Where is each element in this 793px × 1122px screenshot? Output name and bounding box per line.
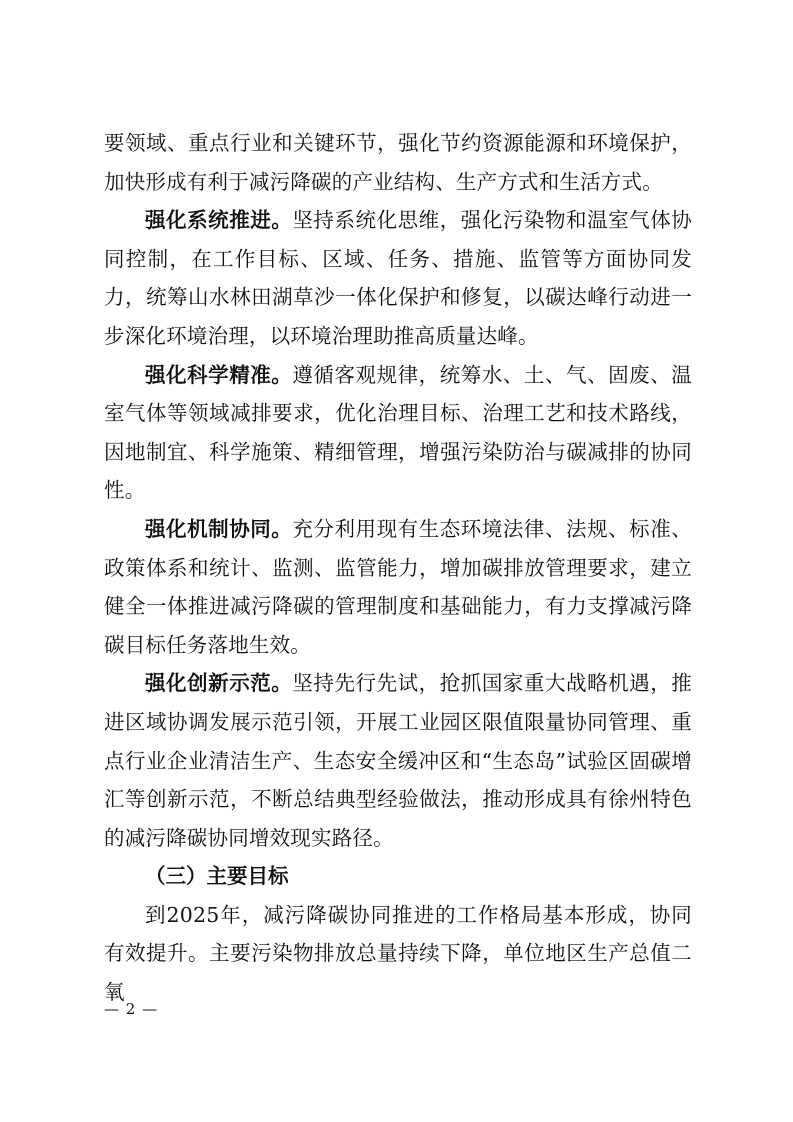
paragraph-continuation (104, 124, 692, 201)
paragraph-text: 充分利用现有生态环境法律、法规、标准、政策体系和统计、监测、监管能力，增加碳排放管理要求，建立健全一体推进减污降碳的管理制度和基础能力，有力支撑减污降碳目标任务落地生效。 (104, 516, 692, 657)
document-body (104, 124, 692, 1012)
paragraph-lead: 强化系统推进。 (145, 208, 293, 233)
paragraph-lead: 强化创新示范。 (145, 671, 293, 696)
paragraph-text: 要领域、重点行业和关键环节，强化节约资源能源和环境保护，加快形成有利于减污降碳的产业结构、生产方式和生活方式。 (104, 131, 692, 194)
paragraph-mechanism-coordination (104, 510, 692, 664)
page-number: — 2 — (104, 1000, 159, 1018)
paragraph-text: 到2025年，减污降碳协同推进的工作格局基本形成，协同有效提升。主要污染物排放总量持续下降，单位地区生产总值二氧 (104, 902, 692, 1005)
paragraph-text: 坚持系统化思维，强化污染物和温室气体协同控制，在工作目标、区域、任务、措施、监管等方面协同发力，统筹山水林田湖草沙一体化保护和修复，以碳达峰行动进一步深化环境治理，以环境治理助推高质量达峰。 (104, 208, 692, 348)
paragraph-innovation-demonstration (104, 664, 692, 857)
paragraph-system-advance (104, 201, 692, 355)
section-heading: （三）主要目标 (145, 864, 289, 889)
paragraph-text: 遵循客观规律，统筹水、土、气、固废、温室气体等领域减排要求，优化治理目标、治理工艺和技术路线，因地制宜、科学施策、精细管理，增强污染防治与碳减排的协同性。 (104, 362, 692, 503)
paragraph-scientific-precision (104, 356, 692, 510)
paragraph-text: 坚持先行先试，抢抓国家重大战略机遇，推进区域协调发展示范引领，开展工业园区限值限量协同管理、重点行业企业清洁生产、生态安全缓冲区和“生态岛”试验区固碳增汇等创新示范，不断总结典型经验做法，推动形成具有徐州特色的减污降碳协同增效现实路径。 (104, 671, 692, 850)
paragraph-lead: 强化科学精准。 (145, 362, 293, 387)
paragraph-lead: 强化机制协同。 (145, 516, 293, 541)
paragraph-main-goals (104, 896, 692, 1012)
